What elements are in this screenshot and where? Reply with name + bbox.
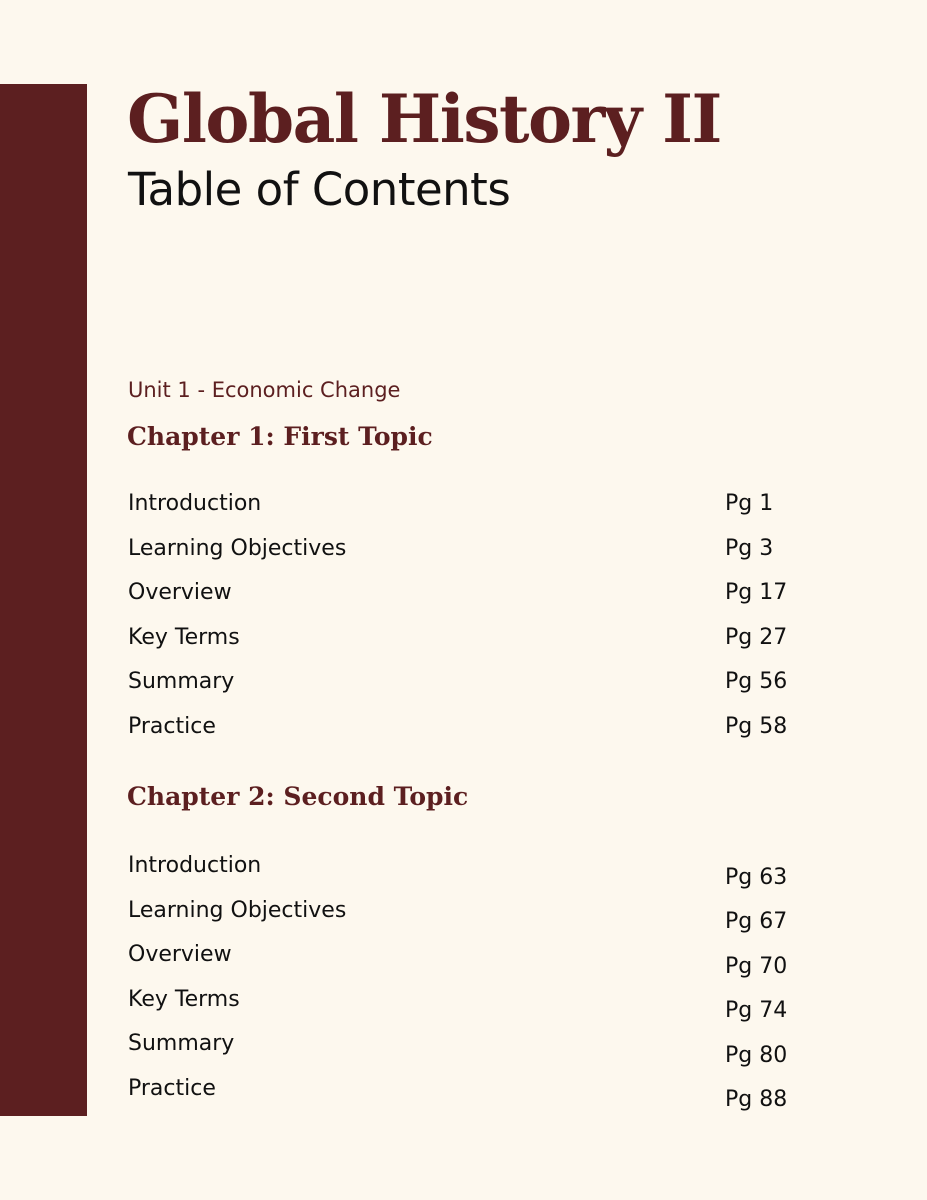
toc-entry-page: Pg 56 (725, 669, 788, 694)
toc-entry (128, 489, 808, 519)
accent-side-bar (0, 84, 87, 1116)
toc-entry-page: Pg 63 (725, 865, 788, 890)
toc-entry-label: Overview (128, 942, 232, 967)
toc-entry (128, 1074, 808, 1112)
toc-entry-page: Pg 17 (725, 580, 788, 605)
toc-entry (128, 896, 808, 934)
toc-entry (128, 623, 808, 653)
toc-entry-page: Pg 88 (725, 1087, 788, 1112)
document-subtitle: Table of Contents (128, 163, 511, 216)
toc-entry-label: Summary (128, 669, 235, 694)
toc-entry-label: Practice (128, 714, 216, 739)
toc-entry (128, 712, 808, 742)
toc-entry-page: Pg 67 (725, 909, 788, 934)
toc-entry (128, 985, 808, 1023)
toc-entry-label: Learning Objectives (128, 536, 347, 561)
toc-entry-page: Pg 27 (725, 625, 788, 650)
toc-entry-page: Pg 70 (725, 954, 788, 979)
unit-label: Unit 1 - Economic Change (128, 378, 401, 402)
toc-entry-page: Pg 1 (725, 491, 774, 516)
toc-entry-label: Key Terms (128, 987, 240, 1012)
toc-entry (128, 940, 808, 979)
toc-entry-label: Summary (128, 1031, 235, 1056)
toc-entry-label: Practice (128, 1076, 216, 1101)
chapter-2-heading: Chapter 2: Second Topic (127, 782, 469, 811)
toc-entry-label: Overview (128, 580, 232, 605)
toc-entry (128, 1029, 808, 1068)
toc-entry-label: Introduction (128, 853, 262, 878)
document-title: Global History II (127, 80, 721, 158)
toc-entry (128, 578, 808, 608)
toc-entry-label: Key Terms (128, 625, 240, 650)
chapter-1-heading: Chapter 1: First Topic (127, 422, 433, 451)
toc-entry-page: Pg 58 (725, 714, 788, 739)
toc-entry-page: Pg 3 (725, 536, 774, 561)
toc-entry (128, 851, 808, 890)
toc-entry (128, 534, 808, 564)
toc-entry (128, 667, 808, 697)
toc-entry-page: Pg 74 (725, 998, 788, 1023)
toc-entry-label: Learning Objectives (128, 898, 347, 923)
toc-entry-page: Pg 80 (725, 1043, 788, 1068)
toc-entry-label: Introduction (128, 491, 262, 516)
